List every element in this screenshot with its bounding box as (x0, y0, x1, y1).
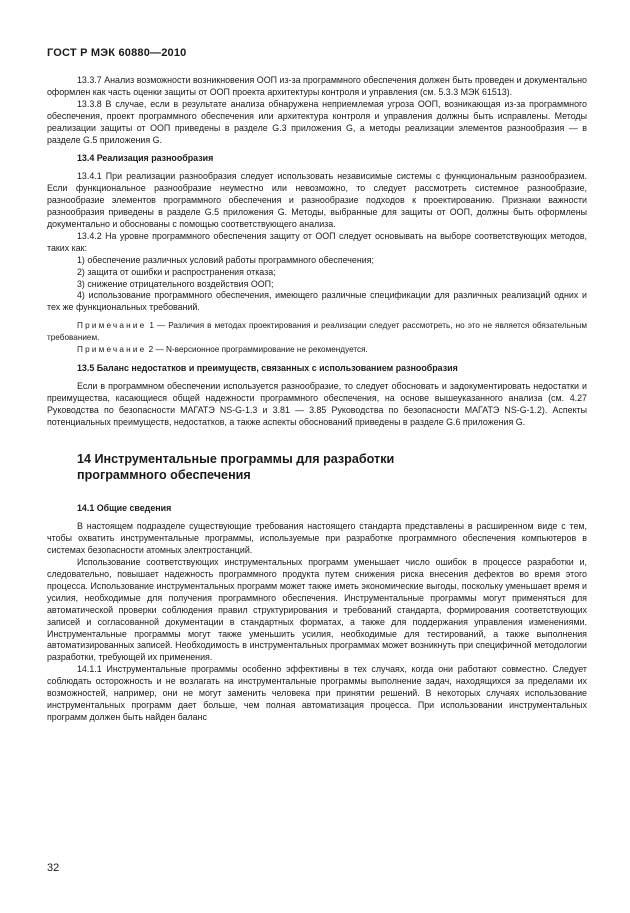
paragraph-14-1-a: В настоящем подразделе существующие требования настоящего стандарта представлены в расширенном виде с тем, чтобы охватить инструментальные программы, используемые при разработке программного обеспечения компьютеров в системах безопасности атомных электростанций. (47, 521, 587, 556)
note-2 (47, 344, 587, 356)
list-item: 2) защита от ошибки и распространения отказа; (77, 266, 276, 277)
document-header: ГОСТ Р МЭК 60880—2010 (47, 47, 187, 59)
paragraph-14-1-b: Использование соответствующих инструментальных программ уменьшает число ошибок в процессе разработки и, следовательно, повышает надежность программного продукта путем снижения риска внесения дефектов во время этого процесса. Использование инструментальных программ может также иметь экономические выгоды, поскольку уменьшает время и усилия, необходимые для получения программного обеспечения. Инструментальные программы могут применяться для автоматической проверки соблюдения правил структурирования и требований стандарта, формирования соответствующих записей и согласованной документации в стандартных форматах, а также для поддержания управления изменениями. Инструментальные программы могут также уменьшить усилия, необходимые для тестирований, а также выполнения автоматизированных записей. Необходимость в инструментальных программах может возникнуть при специфичной методологии разработки, требующей их применения. (47, 557, 587, 663)
note-1 (47, 320, 587, 344)
chapter-heading-line: программного обеспечения (77, 468, 251, 483)
page-body (47, 75, 587, 724)
section-heading-13-4: 13.4 Реализация разнообразия (77, 153, 214, 164)
note-text: 1 — Различия в методах проектирования и реализации следует рассмотреть, но это не является обязательным требованием. (47, 321, 587, 343)
chapter-heading-14 (77, 451, 587, 483)
paragraph-14-1-1: 14.1.1 Инструментальные программы особенно эффективны в тех случаях, когда они работают совместно. Следует соблюдать осторожность и не возлагать на инструментальные программы выполнение задач, находящихся за пределами их возможностей, например, они не могут заменить человека при принятии решений. В некоторых случаях использование инструментальных программ дает больше, чем полная автоматизация процесса. При использовании инструментальных программ должен быть найден баланс (47, 664, 587, 722)
section-heading-14-1: 14.1 Общие сведения (77, 503, 172, 514)
note-label: Примечание (77, 321, 147, 331)
chapter-heading-line: 14 Инструментальные программы для разработки (77, 452, 395, 467)
note-label: Примечание (77, 345, 147, 355)
page-number: 32 (47, 862, 60, 874)
methods-list (47, 255, 587, 315)
section-heading-13-5: 13.5 Баланс недостатков и преимуществ, связанных с использованием разнообразия (77, 362, 458, 373)
paragraph-13-4-1: 13.4.1 При реализации разнообразия следует использовать независимые системы с функциональным разнообразием. Если функциональное разнообразие неуместно или невозможно, то следует рассмотреть системное разнообразие, разнообразие элементов программного обеспечения и разнообразие подходов к проектированию. Признаки важности разнообразия приведены в разделе G.5 приложения G. Методы, выбранные для защиты от ООП, должны быть оформлены документально и обоснованы с помощью соответствующего анализа. (47, 171, 587, 229)
paragraph-13-5: Если в программном обеспечении используется разнообразие, то следует обосновать и задокументировать недостатки и преимущества, касающиеся общей надежности программного обеспечения, на основе вышеуказанного анализа (см. 4.27 Руководства по безопасности МАГАТЭ NS-G-1.3 и 3.81 — 3.85 Руководства по безопасности МАГАТЭ NS-G-1.2). Аспекты потенциальных преимуществ, недостатков, а также аспекты обоснований приведены в разделе G.6 приложения G. (47, 380, 587, 427)
list-item: 4) использование программного обеспечения, имеющего различные спецификации для различных реализаций одних и тех же функциональных требований. (47, 290, 587, 313)
paragraph-13-3-8: 13.3.8 В случае, если в результате анализа обнаружена неприемлемая угроза ООП, возникающая из-за программного обеспечения, проект программного обеспечения или архитектура контроля и управления должны быть исправлены. Методы реализации защиты от ООП приведены в разделе G.3 приложения G, а методы реализации элементов разнообразия — в разделе G.5 приложения G. (47, 98, 587, 145)
paragraph-13-4-2: 13.4.2 На уровне программного обеспечения защиту от ООП следует основывать на выборе соответствующих методов, таких как: (47, 230, 587, 253)
paragraph-13-3-7: 13.3.7 Анализ возможности возникновения ООП из-за программного обеспечения должен быть проведен и документально оформлен как часть оценки защиты от ООП проекта архитектуры контроля и управления (см. 5.3.3 МЭК 61513). (47, 75, 587, 97)
list-item: 1) обеспечение различных условий работы программного обеспечения; (77, 254, 374, 265)
note-text: 2 — N-версионное программирование не рекомендуется. (148, 345, 368, 355)
list-item: 3) снижение отрицательного воздействия ООП; (77, 278, 274, 289)
